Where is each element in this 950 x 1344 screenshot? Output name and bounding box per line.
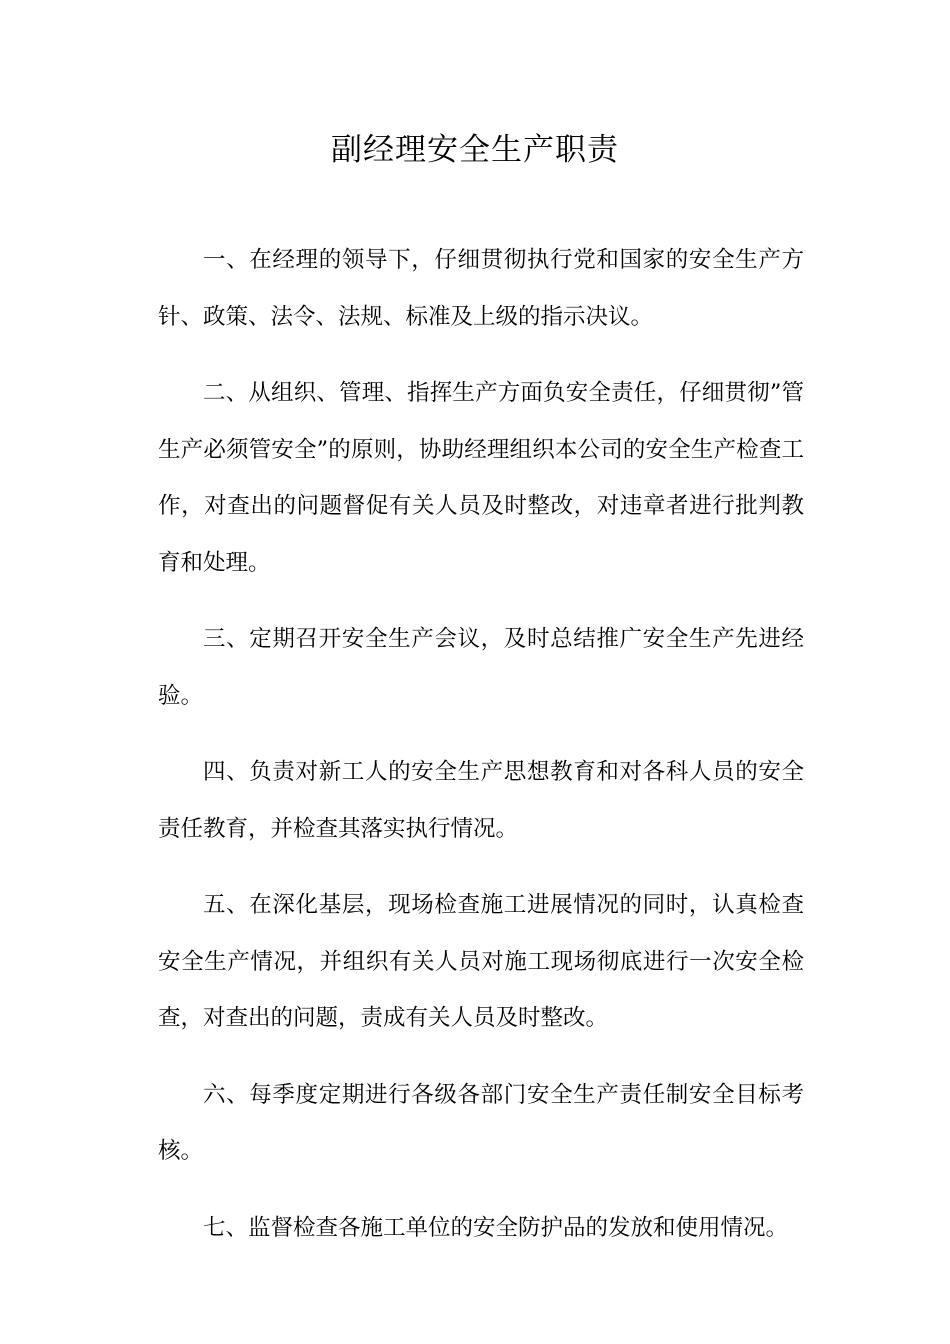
document-body <box>158 232 804 1276</box>
paragraph-2: 二、从组织、管理、指挥生产方面负安全责任，仔细贯彻”管生产必须管安全”的原则，协助经理组织本公司的安全生产检查工作，对查出的问题督促有关人员及时整改，对违章者进行批判教育和处理。 <box>158 380 804 576</box>
paragraph-3: 三、定期召开安全生产会议，及时总结推广安全生产先进经验。 <box>158 626 804 709</box>
paragraph-5: 五、在深化基层，现场检查施工进展情况的同时，认真检查安全生产情况，并组织有关人员对施工现场彻底进行一次安全检查，对查出的问题，责成有关人员及时整改。 <box>158 892 804 1031</box>
paragraph-7: 七、监督检查各施工单位的安全防护品的发放和使用情况。 <box>203 1214 789 1241</box>
paragraph-1: 一、在经理的领导下，仔细贯彻执行党和国家的安全生产方针、政策、法令、法规、标准及上级的指示决议。 <box>158 247 804 330</box>
page-title: 副经理安全生产职责 <box>331 132 619 168</box>
paragraph-4: 四、负责对新工人的安全生产思想教育和对各科人员的安全责任教育，并检查其落实执行情况。 <box>158 759 804 842</box>
paragraph-6: 六、每季度定期进行各级各部门安全生产责任制安全目标考核。 <box>158 1081 804 1164</box>
